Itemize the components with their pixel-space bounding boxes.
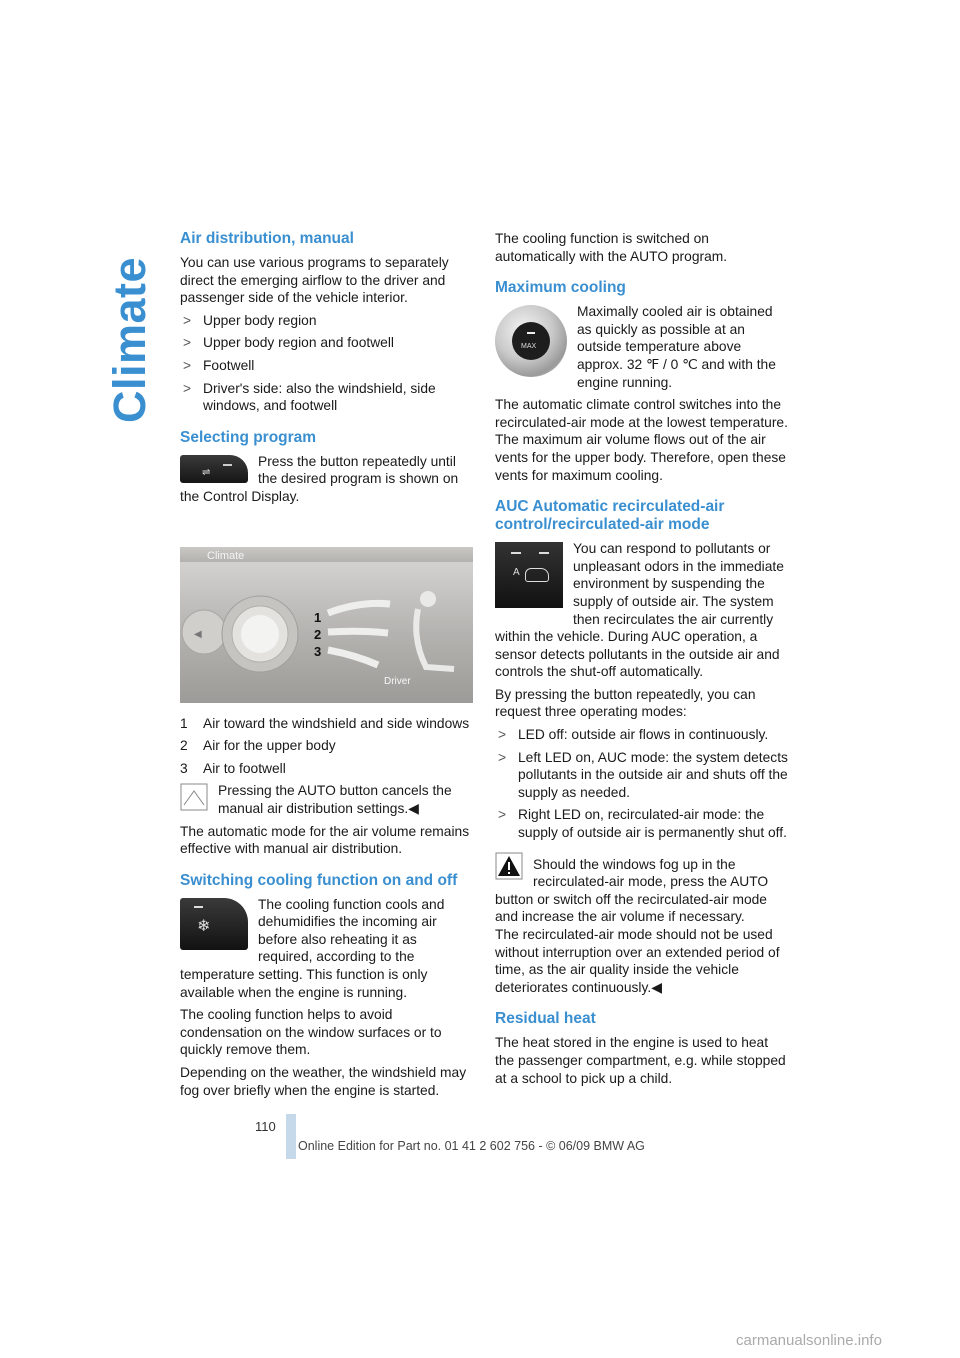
list-item: > Upper body region xyxy=(180,312,475,330)
max-button-image xyxy=(495,305,567,377)
cooling-text-3: Depending on the weather, the windshield may fog over briefly when the engine is started. xyxy=(180,1065,467,1098)
auc-warning-2: The recirculated-air mode should not be used without interruption over an extended period of time, as the air quality inside the vehicle deteriorates continuously.◀ xyxy=(495,927,780,995)
svg-text:◀: ◀ xyxy=(194,628,202,640)
list-item: > Left LED on, AUC mode: the system detects pollutants in the outside air and shuts off the supply as needed. xyxy=(495,749,790,802)
page-number: 110 xyxy=(255,1119,276,1134)
car-recirculation-icon xyxy=(525,568,549,582)
numbered-item: 3 Air to footwell xyxy=(180,760,286,776)
selecting-program-text: Press the button repeatedly until the desired program is shown on the Control Display. xyxy=(180,453,459,504)
air-distribution-intro: You can use various programs to separately direct the emerging airflow to the driver and passenger side of the vehicle interior. xyxy=(180,255,449,306)
auc-text-2: By pressing the button repeatedly, you can request three operating modes: xyxy=(495,686,756,720)
max-cooling-text-2: The automatic climate control switches into the recirculated-air mode at the lowest temperature. The maximum air volume flows out of the air vents for the upper body. Therefore, open these vents for maximum cooling. xyxy=(495,397,788,483)
screen-title: Climate xyxy=(207,549,245,562)
note-icon xyxy=(180,783,208,816)
heading-air-distribution: Air distribution, manual xyxy=(180,230,354,247)
airflow-icon: ⇌ xyxy=(202,466,211,478)
right-column xyxy=(495,230,790,1092)
heading-selecting-program: Selecting program xyxy=(180,428,317,446)
cooling-text-2: The cooling function helps to avoid condensation on the window surfaces or to quickly remove them. xyxy=(180,1007,442,1058)
list-item: > LED off: outside air flows in continuously. xyxy=(495,726,790,744)
led-right xyxy=(539,552,549,554)
led-left xyxy=(511,552,521,554)
heading-residual-heat: Residual heat xyxy=(495,1010,596,1028)
screen-driver-label: Driver xyxy=(384,675,411,687)
auto-note: Pressing the AUTO button cancels the manual air distribution settings.◀ xyxy=(218,783,452,816)
screen-label-3: 3 xyxy=(314,643,322,659)
cooling-button-image xyxy=(180,898,248,950)
climate-display-image xyxy=(180,547,473,703)
led-indicator xyxy=(527,332,535,334)
heading-cooling: Switching cooling function on and off xyxy=(180,871,458,889)
snowflake-icon: ❄ xyxy=(197,917,211,935)
heading-auc: AUC Automatic recirculated-air control/recirculated-air mode xyxy=(495,498,725,534)
climate-display-graphic xyxy=(180,547,473,703)
auto-program-text: The cooling function is switched on automatically with the AUTO program. xyxy=(495,231,728,264)
auc-a-icon: A xyxy=(513,567,520,579)
warning-icon xyxy=(495,852,523,885)
screen-label-1: 1 xyxy=(314,609,322,625)
list-item: > Driver's side: also the windshield, side windows, and footwell xyxy=(180,380,475,415)
edition-text: Online Edition for Part no. 01 41 2 602 756 - © 06/09 BMW AG xyxy=(298,1139,645,1153)
section-title: Climate xyxy=(104,256,155,423)
max-label: MAX xyxy=(521,343,537,351)
screen-label-2: 2 xyxy=(314,626,322,642)
auto-mode-text: The automatic mode for the air volume remains effective with manual air distribution. xyxy=(180,823,470,857)
list-item: > Footwell xyxy=(180,357,475,375)
watermark: carmanualsonline.info xyxy=(736,1332,882,1349)
max-cooling-text-1: Maximally cooled air is obtained as quickly as possible at an outside temperature above approx. 32 ℉ / 0 ℃ and with the engine running. xyxy=(577,304,776,390)
left-column xyxy=(180,230,475,1104)
program-button-image xyxy=(180,455,248,483)
auc-button-image xyxy=(495,542,563,608)
led-indicator xyxy=(223,464,232,466)
numbered-item: 2 Air for the upper body xyxy=(180,738,336,754)
footer-bar xyxy=(286,1114,296,1159)
residual-heat-text: The heat stored in the engine is used to heat the passenger compartment, e.g. while stopped at a school to pick up a child. xyxy=(495,1035,786,1086)
section-sidebar-title xyxy=(100,232,160,422)
auc-text-1: You can respond to pollutants or unpleasant odors in the immediate environment by suspending the supply of outside air. The system then recirculates the air currently within the vehicle. During AUC operation, a sensor detects pollutants in the outside air and controls the shut-off automatically. xyxy=(495,541,784,680)
numbered-item: 1 Air toward the windshield and side windows xyxy=(180,715,470,731)
list-item: > Upper body region and footwell xyxy=(180,334,475,352)
cooling-text-1: The cooling function cools and dehumidifies the incoming air before also reheating it as required, according to the temperature setting. This function is only available when the engine is running. xyxy=(180,896,445,1000)
led-indicator xyxy=(194,906,203,908)
heading-max-cooling: Maximum cooling xyxy=(495,279,626,297)
list-item: > Right LED on, recirculated-air mode: the supply of outside air is permanently shut off. xyxy=(495,806,790,841)
auc-mode-list xyxy=(495,726,790,842)
numbered-list xyxy=(180,715,475,778)
air-distribution-list xyxy=(180,312,475,415)
auc-warning: Should the windows fog up in the recirculated-air mode, press the AUTO button or switch off the recirculated-air mode and increase the air volume if necessary. xyxy=(495,856,769,925)
